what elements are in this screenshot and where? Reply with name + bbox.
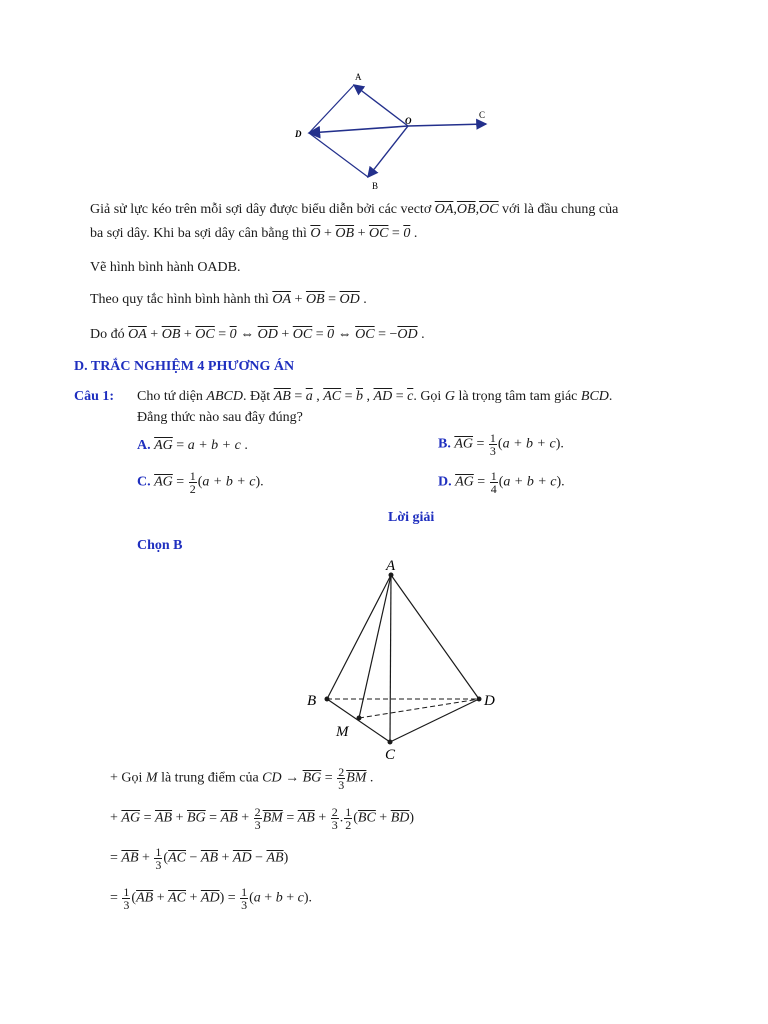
paragraph-line-1: Giả sử lực kéo trên mỗi sợi dây được biểu diễn bởi các vectơ $\overline{OA},\overline{OB},\overline{OC}$ với là đầu chung của (90, 202, 619, 217)
rule-text: Theo quy tắc hình bình hành thì $\overline{OA} + \overline{OB} = \overline{OD}$ . (90, 292, 367, 307)
tetra-label-m: M (336, 724, 349, 740)
force-vector-figure (290, 70, 500, 195)
label-o: O (405, 116, 412, 126)
tetrahedron-figure (300, 555, 510, 765)
parallelogram-text: Vẽ hình bình hành OADB. (90, 260, 241, 275)
vector-oc (408, 124, 486, 126)
tetra-label-b: B (307, 693, 317, 709)
tetra-label-c: C (385, 747, 396, 763)
step-3: = $\overline{AB}$ + $\frac{1}{3}$ $(\overline{AC} - \overline{AB} + \overline{AD} - \overline{AB})$ (110, 845, 289, 872)
question-text: Cho tứ diện ABCD. Đặt $\overline{AB} = \overline{a}$ , $\overline{AC} = \overline{b}$ , $\overline{AD} = \overline{c}$. Gọi G là trọng tâm tam giác BCD. (137, 389, 613, 404)
segment-bd (309, 133, 368, 177)
therefore-text: Do đó $\overline{OA} + \overline{OB} + \overline{OC} = 0$ ⇔ $\overline{OD} + \overline{OC} = 0$ ⇔ $\overline{OC} = -\overline{OD}$ . (90, 327, 425, 342)
step-4: = $\frac{1}{3}$ $(\overline{AB} + \overline{AC} + \overline{AD})$ = $\frac{1}{3}$ (a + b + c). (110, 885, 312, 912)
paragraph-line-2: ba sợi dây. Khi ba sợi dây cân bằng thì $\overline{O} + \overline{OB} + \overline{OC} = 0$ . (90, 226, 418, 241)
vector-od (309, 126, 408, 133)
label-d: D (295, 129, 302, 139)
section-title: D. TRẮC NGHIỆM 4 PHƯƠNG ÁN (74, 359, 295, 374)
step-2: + $\overline{AG} = \overline{AB} + \overline{BG} = \overline{AB}$ + $\frac{2}{3}$ $\overline{BM} = \overline{AB}$ + $\frac{2}{3}$ . $\frac{1}{2}$ $(\overline{BC} + \overline{BD})$ (110, 805, 415, 832)
option-b[interactable]: B. $\overline{AG}$ = $\frac{1}{3}$ (a + b + c). (438, 431, 564, 458)
question-label: Câu 1: (74, 389, 115, 404)
option-a[interactable]: A. $\overline{AG} = a + b + c$ . (137, 438, 248, 453)
label-a: A (355, 72, 362, 82)
step-1: + Gọi M là trung điểm của CD → $\overline{BG}$ = $\frac{2}{3}$ $\overline{BM}$ . (110, 765, 374, 792)
option-c[interactable]: C. $\overline{AG}$ = $\frac{1}{2}$ (a + b + c). (137, 469, 264, 496)
tetra-label-a: A (386, 558, 396, 574)
solution-choice: Chọn B (137, 538, 183, 553)
vector-ob (368, 126, 408, 177)
option-d[interactable]: D. $\overline{AG}$ = $\frac{1}{4}$ (a + b + c). (438, 469, 565, 496)
question-line-2: Đẳng thức nào sau đây đúng? (137, 410, 303, 425)
label-b: B (372, 181, 379, 191)
tetra-label-d: D (484, 693, 495, 709)
vector-oa (354, 85, 408, 126)
label-c: C (479, 110, 486, 120)
segment-ad (309, 85, 354, 133)
solution-title: Lời giải (388, 510, 435, 525)
